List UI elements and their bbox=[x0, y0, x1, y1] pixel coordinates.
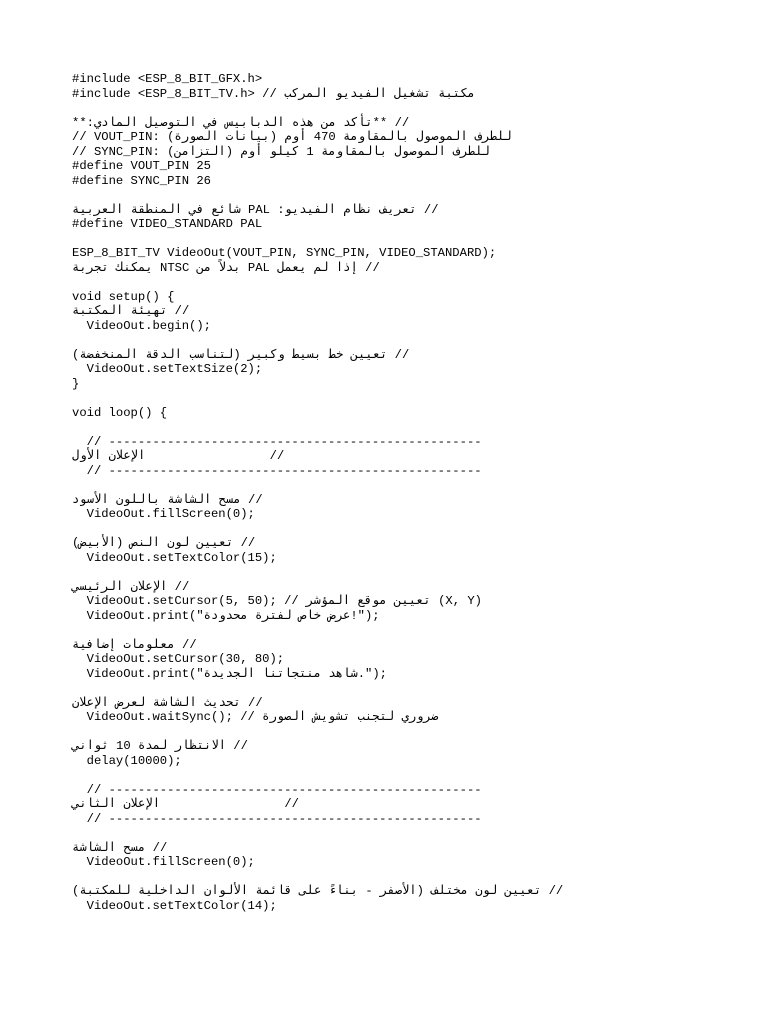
code-line: ESP_8_BIT_TV VideoOut(VOUT_PIN, SYNC_PIN, VIDEO_STANDARD); bbox=[72, 246, 497, 260]
code-line: // --------------------------------------------------- bbox=[72, 782, 482, 797]
blank-line bbox=[72, 275, 712, 290]
code-line: delay(10000); bbox=[72, 753, 182, 768]
code-line: // --------------------------------------------------- bbox=[72, 434, 482, 449]
code-line: VideoOut.setTextColor(15); bbox=[72, 550, 277, 565]
code-line: #include <ESP_8_BIT_GFX.h> bbox=[72, 72, 263, 86]
blank-line bbox=[72, 391, 712, 406]
code-line: // تهيئة المكتبة bbox=[72, 304, 204, 318]
code-line: VideoOut.print("شاهد منتجاتنا الجديدة."); bbox=[72, 666, 387, 681]
blank-line bbox=[72, 478, 712, 493]
blank-line bbox=[72, 522, 712, 537]
blank-line bbox=[72, 826, 712, 841]
code-line: VideoOut.setCursor(5, 50); // تعيين موقع المؤشر (X, Y) bbox=[72, 594, 482, 608]
code-line: // تعريف نظام الفيديو: PAL شائع في المنطقة العربية bbox=[72, 202, 439, 217]
code-line: // --------------------------------------------------- bbox=[72, 463, 482, 478]
code-line: VideoOut.fillScreen(0); bbox=[72, 855, 255, 869]
code-line: VideoOut.waitSync(); // ضروري لتجنب تشويش الصورة bbox=[72, 710, 439, 724]
code-line: #define VIDEO_STANDARD PAL bbox=[72, 217, 263, 231]
code-line: // تعيين لون مختلف (الأصفر - بناءً على قائمة الألوان الداخلية للمكتبة) bbox=[72, 884, 578, 898]
code-block bbox=[72, 72, 712, 913]
blank-line bbox=[72, 565, 712, 580]
code-line: // تعيين لون النص (الأبيض) bbox=[72, 536, 270, 550]
code-line: #include <ESP_8_BIT_TV.h> // مكتبة تشغيل الفيديو المركب bbox=[72, 86, 475, 101]
code-line: // مسح الشاشة bbox=[72, 840, 182, 855]
code-line: VideoOut.setTextSize(2); bbox=[72, 362, 263, 376]
blank-line bbox=[72, 420, 712, 435]
blank-line bbox=[72, 101, 712, 116]
code-line: // الإعلان الرئيسي bbox=[72, 579, 204, 594]
code-line: // الإعلان الثاني bbox=[72, 797, 314, 811]
code-line: // **تأكد من هذه الدبابيس في التوصيل المادي:** bbox=[72, 115, 410, 130]
code-line: // --------------------------------------------------- bbox=[72, 811, 482, 826]
document-page bbox=[72, 72, 712, 913]
code-line: void loop() { bbox=[72, 405, 168, 420]
code-line: // إذا لم يعمل PAL بدلاً من NTSC يمكنك تجربة bbox=[72, 260, 380, 275]
code-line: VideoOut.setTextColor(14); bbox=[72, 898, 277, 913]
code-line: } bbox=[72, 376, 80, 391]
code-line: // VOUT_PIN: (بيانات الصورة) للطرف الموصول بالمقاومة 470 أوم bbox=[72, 130, 512, 144]
blank-line bbox=[72, 623, 712, 638]
blank-line bbox=[72, 333, 712, 348]
code-line: // الانتظار لمدة 10 ثواني bbox=[72, 739, 263, 753]
code-line: // تعيين خط بسيط وكبير (لتناسب الدقة المنخفضة) bbox=[72, 347, 424, 362]
code-line: // مسح الشاشة باللون الأسود bbox=[72, 492, 278, 507]
code-line: VideoOut.begin(); bbox=[72, 318, 211, 333]
blank-line bbox=[72, 188, 712, 203]
blank-line bbox=[72, 768, 712, 783]
code-line: #define VOUT_PIN 25 bbox=[72, 159, 211, 173]
blank-line bbox=[72, 232, 712, 247]
code-line: VideoOut.print("عرض خاص لفترة محدودة!"); bbox=[72, 608, 380, 623]
code-line: // معلومات إضافية bbox=[72, 637, 212, 652]
blank-line bbox=[72, 870, 712, 885]
blank-line bbox=[72, 681, 712, 696]
code-line: // SYNC_PIN: (التزامن) للطرف الموصول بالمقاومة 1 كيلو أوم bbox=[72, 144, 490, 159]
code-line: // الإعلان الأول bbox=[72, 449, 299, 463]
blank-line bbox=[72, 725, 712, 740]
code-line: VideoOut.fillScreen(0); bbox=[72, 507, 255, 521]
code-line: #define SYNC_PIN 26 bbox=[72, 173, 211, 188]
code-line: VideoOut.setCursor(30, 80); bbox=[72, 652, 285, 666]
code-line: void setup() { bbox=[72, 289, 175, 304]
code-line: // تحديث الشاشة لعرض الإعلان bbox=[72, 695, 278, 710]
